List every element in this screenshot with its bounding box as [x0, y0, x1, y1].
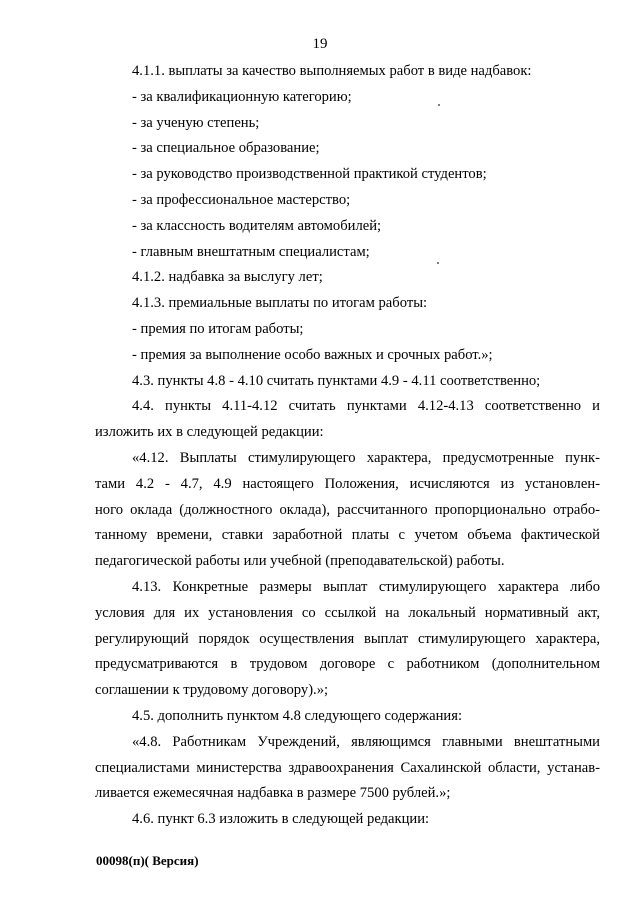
text-line: тами 4.2 - 4.7, 4.9 настоящего Положения, исчисляются из установлен-: [95, 475, 600, 492]
text-line: 4.1.3. премиальные выплаты по итогам работы:: [132, 295, 428, 312]
text-line: предусматриваются в трудовом договоре с работником (дополнительном: [95, 656, 600, 673]
text-line: ливается ежемесячная надбавка в размере 7500 рублей.»;: [95, 785, 451, 802]
text-line: условия для их установления со ссылкой на локальный нормативный акт,: [95, 604, 600, 621]
text-line: - за классность водителям автомобилей;: [132, 217, 382, 234]
text-line: 4.1.2. надбавка за выслугу лет;: [132, 269, 323, 286]
text-line: 4.5. дополнить пунктом 4.8 следующего содержания:: [132, 707, 463, 724]
text-line: - за профессиональное мастерство;: [132, 191, 351, 208]
text-line: - премия по итогам работы;: [132, 320, 304, 337]
text-line: соглашении к трудовому договору).»;: [95, 682, 329, 699]
page-number: 19: [312, 36, 328, 52]
text-line: - за специальное образование;: [132, 140, 320, 157]
text-line: - премия за выполнение особо важных и срочных работ.»;: [132, 346, 493, 363]
text-line: - за квалификационную категорию;: [132, 88, 352, 105]
text-line: ного оклада (должностного оклада), рассчитанного пропорционально отрабо-: [95, 501, 600, 518]
text-line: педагогической работы или учебной (преподавательской) работы.: [95, 553, 505, 570]
text-line: - за руководство производственной практикой студентов;: [132, 166, 487, 183]
document-footer-code: 00098(п)( Версия): [96, 853, 199, 868]
text-line: - главным внештатным специалистам;: [132, 243, 370, 260]
text-line: 4.13. Конкретные размеры выплат стимулирующего характера либо: [132, 578, 600, 595]
text-line: танному времени, ставки заработной платы с учетом объема фактической: [95, 527, 600, 544]
text-line: 4.6. пункт 6.3 изложить в следующей редакции:: [132, 811, 430, 828]
text-line: 4.3. пункты 4.8 - 4.10 считать пунктами 4.9 - 4.11 соответственно;: [132, 372, 541, 389]
text-line: специалистами министерства здравоохранения Сахалинской области, устанав-: [95, 759, 600, 776]
text-line: 4.4. пункты 4.11-4.12 считать пунктами 4.12-4.13 соответственно и: [132, 398, 600, 415]
text-line: изложить их в следующей редакции:: [95, 424, 324, 441]
text-line: регулирующий порядок осуществления выплат стимулирующего характера,: [95, 630, 600, 647]
text-line: «4.12. Выплаты стимулирующего характера, предусмотренные пунк-: [132, 449, 600, 466]
text-line: «4.8. Работникам Учреждений, являющимся главными внештатными: [132, 733, 600, 750]
text-line: - за ученую степень;: [132, 114, 260, 131]
scan-speck: [438, 104, 440, 106]
scan-speck: [437, 262, 439, 264]
document-body: [95, 59, 600, 833]
text-line: 4.1.1. выплаты за качество выполняемых работ в виде надбавок:: [132, 63, 532, 79]
